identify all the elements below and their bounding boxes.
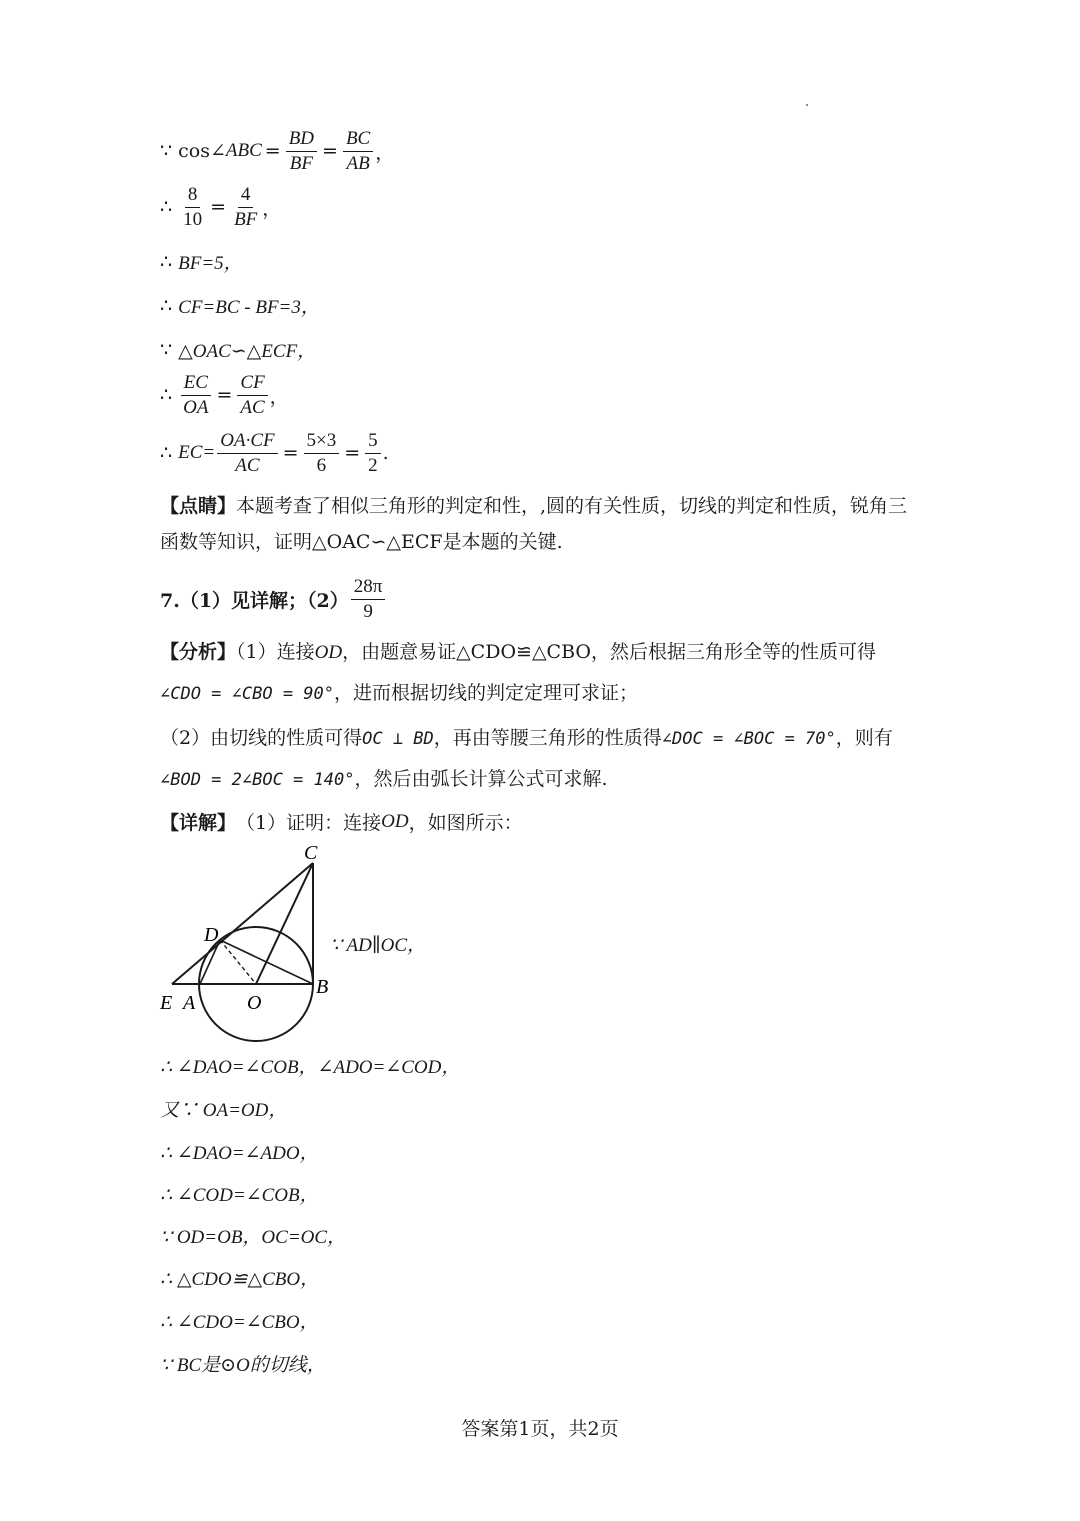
line-do-dashed <box>220 940 256 984</box>
fraction-bc-ab: $\frac{BC}{AB}$ <box>343 128 373 175</box>
cos-equation: ∵ cos∠ ABC = $\frac{BD}{BF}$ = $\frac{BC}{AB}$ ， <box>160 128 395 174</box>
label-c: C <box>304 842 318 864</box>
proof-line: ∴ ∠COD=∠COB， <box>160 1185 319 1206</box>
similar-triangles: ∵ △OAC∽△ECF， <box>160 338 317 362</box>
fenxi-paragraph: 【分析】（1）连接OD，由题意易证△CDO≌△CBO，然后根据三角形全等的性质可得 ∠CDO = ∠CBO = 90°，进而根据切线的判定定理可求证； （2）由切线的性质可得OC ⊥ BD，再由等腰三角形的性质得∠DOC = ∠BOC = 70°，则有 ∠BOD = 2∠BOC = 140°，然后由弧长计算公式可求解. <box>160 641 893 790</box>
question-7-answer: 7.（1）见详解；（2） $\frac{28\pi}{9}$ <box>160 576 387 623</box>
proportion-equation: ∴ $\frac{EC}{OA}$ = $\frac{CF}{AC}$ ， <box>160 372 289 418</box>
bf-result: ∴ BF=5， <box>160 250 243 274</box>
fraction-8-10: $\frac{8}{10}$ <box>183 184 203 230</box>
line-ec <box>172 863 313 984</box>
dianjing-text: 本题考查了相似三角形的判定和性，,圆的有关性质，切线的判定和性质，锐角三函数等知识，证明△OAC∽△ECF是本题的关键. <box>160 495 908 553</box>
proof-line: ∵ BC是⊙O的切线， <box>160 1355 326 1376</box>
fraction-bd-bf: $\frac{BD}{BF}$ <box>286 128 317 175</box>
label-e: E <box>160 992 173 1014</box>
page-footer: 答案第1页，共2页 <box>461 1418 619 1440</box>
cf-result: ∴ CF=BC - BF=3， <box>160 294 320 318</box>
fraction-oacf-ac: $\frac{OA\cdot CF}{AC}$ <box>217 430 277 477</box>
fraction-5x3-6: $\frac{5\times 3}{6}$ <box>304 430 340 477</box>
proof-line: ∴ △CDO≌△CBO， <box>160 1269 320 1290</box>
cos-angle: ABC <box>225 140 262 162</box>
ratio-equation: ∴ $\frac{8}{10}$ = $\frac{4}{BF}$ ， <box>160 184 282 230</box>
proof-line: ∴ ∠CDO=∠CBO， <box>160 1312 319 1333</box>
fraction-cf-ac: $\frac{CF}{AC}$ <box>237 372 267 419</box>
label-o: O <box>247 992 262 1014</box>
scan-speck <box>806 104 808 106</box>
dianjing-tag: 【点睛】 <box>160 495 237 517</box>
proof-line: ∵ OD=OB，OC=OC， <box>160 1227 347 1248</box>
fraction-4-bf: $\frac{4}{BF}$ <box>234 184 258 230</box>
fraction-28pi-9: $\frac{28\pi}{9}$ <box>351 576 386 623</box>
label-d: D <box>204 924 219 946</box>
xiangjie-line: 【详解】 （1）证明：连接 OD ，如图所示： <box>160 810 523 834</box>
proof-line: ∴ ∠DAO=∠COB，∠ADO=∠COD， <box>160 1057 461 1078</box>
dianjing-paragraph <box>160 488 920 560</box>
fraction-ec-oa: $\frac{EC}{OA}$ <box>180 372 211 419</box>
ec-result: ∴ EC= $\frac{OA\cdot CF}{AC}$ = $\frac{5\times 3}{6}$ = $\frac{5}{2}$ . <box>160 430 389 476</box>
cos-prefix: ∵ cos∠ <box>160 140 226 163</box>
figure-note: ∵ AD∥OC， <box>330 935 426 956</box>
fraction-5-2: $\frac{5}{2}$ <box>365 430 381 477</box>
label-a: A <box>183 992 196 1014</box>
line-co <box>256 863 313 984</box>
proof-line: ∴ ∠DAO=∠ADO， <box>160 1143 319 1164</box>
label-b: B <box>316 976 329 998</box>
proof-line: 又∵ OA=OD， <box>160 1100 288 1121</box>
